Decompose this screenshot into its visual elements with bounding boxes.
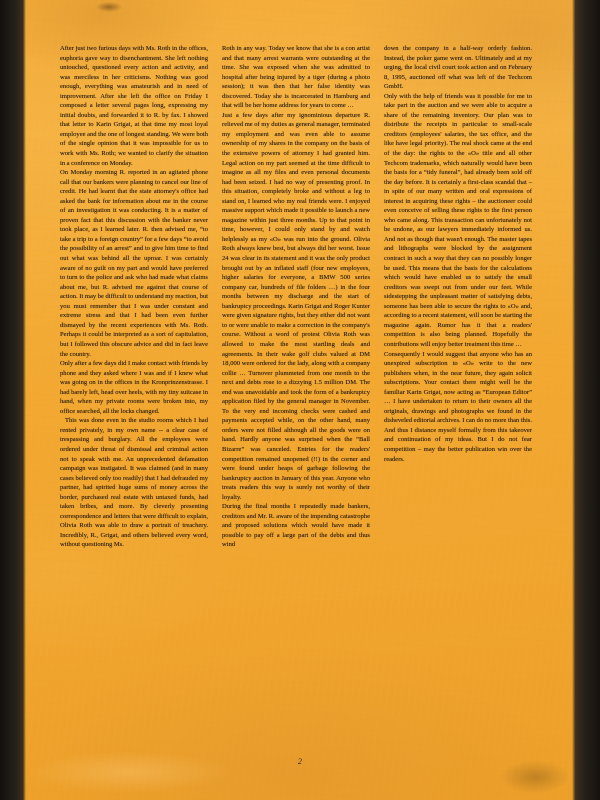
scan-edge-left [0, 0, 26, 800]
page-number: 2 [297, 757, 303, 766]
scan-edge-right [572, 0, 600, 800]
paper-smudge-top-left [96, 2, 122, 12]
text-column-1 [60, 44, 208, 734]
paragraph: Just a few days after my ignominious departure R. relieved me of my duties as general manager, terminated my employment and was even able to assume ownership of my shares in the company on the basis of the extensive powers of attorney I had granted him. Legal action on my part seemed at the time difficult to imagine as all my files and even personal documents had been seized. I had no way of presenting proof. In this situation, completely broke and without a leg to stand on, I learned who my real friends were. I enjoyed massive support which made it possible to launch a new magazine within just three months. Up to that point in time, however, I could only stand by and watch helplessly as my «O» was run into the ground. Olivia Roth always knew best, but always did her worst. Issue 24 was clear in its statement and it was the only product brought out by an inflated staff (four new employees, higher salaries for everyone, a BMW 500 series company car, hundreds of file folders …) in the four months between my discharge and the start of bankruptcy proceedings. Karin Grigat and Roger Kunter were given signature rights, but they either did not want to or were unable to make a correction in the company's course. Without a word of protest Olivia Roth was allowed to make the most startling deals and agreements. In their wake golf clubs valued at DM 18,000 were ordered for the lady, along with a company collie … Turnover plummeted from one month to the next and debts rose to a dizzying 1.5 million DM. The end was unavoidable and took the form of a bankruptcy application filed by the general manager in November. To the very end incoming checks were cashed and payments accepted while, on the other hand, many orders were not filled although all the goods were on hand. Hardly anyone was surprised when the “Ball Bizarre” was canceled. Entries for the readers' competition remained unopened (!!) in the corner and were found under heaps of garbage following the bankruptcy auction in January of this year. Anyone who treats readers this way is surely not worthy of their loyalty. [222, 111, 371, 501]
paragraph: down the company in a half-way orderly fashion. Instead, the poker game went on. Ultimately and at my urging, the local civil court took action and on February 8, 1995, auctioned off what was left of the Techcom GmbH. [384, 45, 532, 91]
paragraph: Only with the help of friends was it possible for me to take part in the auction and we were able to acquire a share of the remaining inventory. Our plan was to distribute the receipts in particular to small-scale creditors (employees' salaries, the tax office, and the like have legal priority). The real shock came at the end of the day: the rights to the «O» title and all other Techcom trademarks, which naturally would have been the basis for a “tidy funeral”, had already been sold off the day before. It is certainly a first-class scandal that – in spite of our many written and oral expressions of interest in acquiring these rights – the auctioneer could even conceive of selling these rights to the first person who came along. This transaction can unfortunately not be undone, as our lawyers immediately informed us. And not as though that wasn't enough. The master tapes and lithographs were blocked by the assignment contract in such a way that they can no possibly longer be used. This means that the basis for the calculations which would have enabled us to satisfy the small creditors was swept out from under our feet. While sidestepping the unpleasant matter of satisfying debts, someone has been able to secure the rights to «O» and, according to a recent statement, will soon be starting the magazine again. Rumor has it that a readers' competition is also being planned. Hopefully the contributions will enjoy better treatment this time … [384, 92, 532, 348]
paragraph: This was done even in the studio rooms which I had rented privately, in my own name -- a clear case of trespassing and burglary. All the employees were ordered under threat of dismissal and criminal action not to speak with me. An unprecedented defamation campaign was instigated. It was claimed (and in many cases believed only too readily) that I had defrauded my partner, had spirited huge sums of money across the border, purchased real estate with untaxed funds, had taken bribes, and more. By cleverly presenting correspondence and letters that were difficult to explain, Olivia Roth was able to draw a portrait of treachery. Incredibly, R., Grigat, and others believed every word, without questioning Ms. [60, 417, 208, 549]
page-content-area [60, 44, 532, 734]
paragraph: On Monday morning R. reported in an agitated phone call that our bankers were planning to cancel our line of credit. He had learnt that the state attorney's office had asked the bank for information about me in the course of an investigation it was conducting. It is a matter of proven fact that this discussion with the banker never took place, as I learned later. R. then advised me, “to take a trip to a foreign country” for a few days “to avoid the possibility of an arrest” and to give him time to find out what was behind all the uproar. I was certainly aware of no guilt on my part and would have preferred to turn to the police and ask who had made what claims about me, but R. advised me against that course of action. It may be difficult to understand my reaction, but you must remember that I was under constant and extreme stress and that I had been even further dismayed by the recent experiences with Ms. Roth. Perhaps it could be interpreted as a sort of capitulation, but I followed this obscure advice and did in fact leave the country. [60, 169, 208, 358]
paragraph: Only after a few days did I make contact with friends by phone and they asked where I was and if I knew what was going on in the offices in the Kronprinzenstrasse. I had barely left, head over heels, with my tiny suitcase in hand, when my private rooms were broken into, my office searched, all the locks changed. [60, 360, 208, 415]
text-column-2 [222, 44, 370, 734]
paragraph: During the final months I repeatedly made bankers, creditors and Mr. R. aware of the impending catastrophe and proposed solutions which would have made it possible to pay off a large part of the debts and thus wind [222, 503, 370, 549]
paragraph: Roth in any way. Today we know that she is a con artist and that many arrest warrants were outstanding at the time. She was exposed when she was admitted to hospital after being injured by a tiger (during a photo session); it was then that her false identity was discovered. Today she is incarcerated in Hamburg and that will be her home address for years to come … [222, 45, 370, 110]
paragraph: After just two furious days with Ms. Roth in the offices, euphoria gave way to disenchantment. She left nothing untouched, questioned every action and activity, and was merciless in her criticisms. Nothing was good enough, everything was amateurish and in need of improvement. After she left the office on Friday I composed a letter several pages long, expressing my initial doubts, and forwarded it to R. by fax. I showed that letter to Karin Grigat, at that time my most loyal employee and the one of longest standing. We were both of the single opinion that it was impossible for us to work with Ms. Roth; we wanted to clarify the situation in a conference on Monday. [60, 45, 208, 167]
text-column-3 [384, 44, 532, 734]
paragraph: Consequently I would suggest that anyone who has an unexpired subscription to «O» write to the new publishers when, in the near future, they again solicit subscriptions. Your contact there might well be the familiar Karin Grigat, now acting as “European Editor” … I have undertaken to return to their owners all the originals, drawings and photographs we found in the disheveled editorial archives. I can do no more than this. And thus I distance myself formally from this takeover and continuation of my ideas. But I do not fear competition – may the better publication win over the readers. [384, 350, 532, 463]
three-column-text-block [60, 44, 532, 734]
